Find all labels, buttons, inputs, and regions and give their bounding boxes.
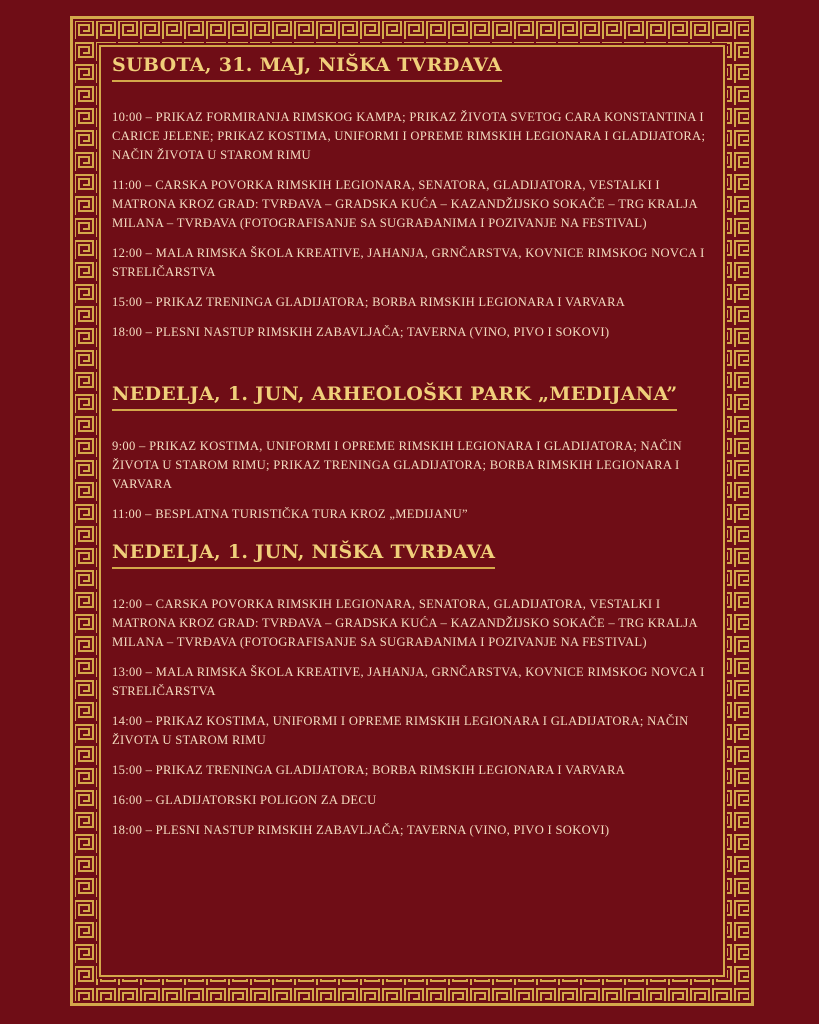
schedule-item: 12:00 – MALA RIMSKA ŠKOLA KREATIVE, JAHANJA, GRNČARSTVA, KOVNICE RIMSKOG NOVCA I STRELIČARSTVA [112, 246, 705, 279]
schedule-content [112, 54, 722, 851]
schedule-item: 9:00 – PRIKAZ KOSTIMA, UNIFORMI I OPREME RIMSKIH LEGIONARA I GLADIJATORA; NAČIN ŽIVOTA U STAROM RIMU; PRIKAZ TRENINGA GLADIJATORA; BORBA RIMSKIH LEGIONARA I VARVARA [112, 439, 682, 491]
schedule-item: 15:00 – PRIKAZ TRENINGA GLADIJATORA; BORBA RIMSKIH LEGIONARA I VARVARA [112, 295, 626, 309]
section-3 [112, 541, 722, 579]
section-1 [112, 54, 722, 92]
section-title: NEDELJA, 1. JUN, NIŠKA TVRĐAVA [112, 541, 495, 569]
schedule-item: 13:00 – MALA RIMSKA ŠKOLA KREATIVE, JAHANJA, GRNČARSTVA, KOVNICE RIMSKOG NOVCA I STRELIČARSTVA [112, 665, 705, 698]
schedule-item: 18:00 – PLESNI NASTUP RIMSKIH ZABAVLJAČA; TAVERNA (VINO, PIVO I SOKOVI) [112, 823, 610, 837]
section-title: NEDELJA, 1. JUN, ARHEOLOŠKI PARK „MEDIJANA” [112, 383, 677, 411]
section-2 [112, 383, 722, 421]
schedule-item: 16:00 – GLADIJATORSKI POLIGON ZA DECU [112, 793, 377, 807]
schedule-item: 14:00 – PRIKAZ KOSTIMA, UNIFORMI I OPREME RIMSKIH LEGIONARA I GLADIJATORA; NAČIN ŽIVOTA U STAROM RIMU [112, 714, 689, 747]
section-title: SUBOTA, 31. MAJ, NIŠKA TVRĐAVA [112, 54, 502, 82]
schedule-item: 15:00 – PRIKAZ TRENINGA GLADIJATORA; BORBA RIMSKIH LEGIONARA I VARVARA [112, 763, 626, 777]
schedule-item: 18:00 – PLESNI NASTUP RIMSKIH ZABAVLJAČA; TAVERNA (VINO, PIVO I SOKOVI) [112, 325, 610, 339]
schedule-item: 12:00 – CARSKA POVORKA RIMSKIH LEGIONARA, SENATORA, GLADIJATORA, VESTALKI I MATRONA KROZ GRAD: TVRĐAVA – GRADSKA KUĆA – KAZANDŽIJSKO SOKAČE – TRG KRALJA MILANA – TVRĐAVA (FOTOGRAFISANJE SA SUGRAĐANIMA I POZIVANJE NA FESTIVAL) [112, 597, 698, 649]
schedule-item: 10:00 – PRIKAZ FORMIRANJA RIMSKOG KAMPA; PRIKAZ ŽIVOTA SVETOG CARA KONSTANTINA I CARICE JELENE; PRIKAZ KOSTIMA, UNIFORMI I OPREME RIMSKIH LEGIONARA I GLADIJATORA; NAČIN ŽIVOTA U STAROM RIMU [112, 110, 706, 162]
spacer [112, 353, 722, 383]
schedule-item: 11:00 – CARSKA POVORKA RIMSKIH LEGIONARA, SENATORA, GLADIJATORA, VESTALKI I MATRONA KROZ GRAD: TVRĐAVA – GRADSKA KUĆA – KAZANDŽIJSKO SOKAČE – TRG KRALJA MILANA – TVRĐAVA (FOTOGRAFISANJE SA SUGRAĐANIMA I POZIVANJE NA FESTIVAL) [112, 178, 698, 230]
schedule-item: 11:00 – BESPLATNA TURISTIČKA TURA KROZ „MEDIJANU” [112, 507, 468, 521]
